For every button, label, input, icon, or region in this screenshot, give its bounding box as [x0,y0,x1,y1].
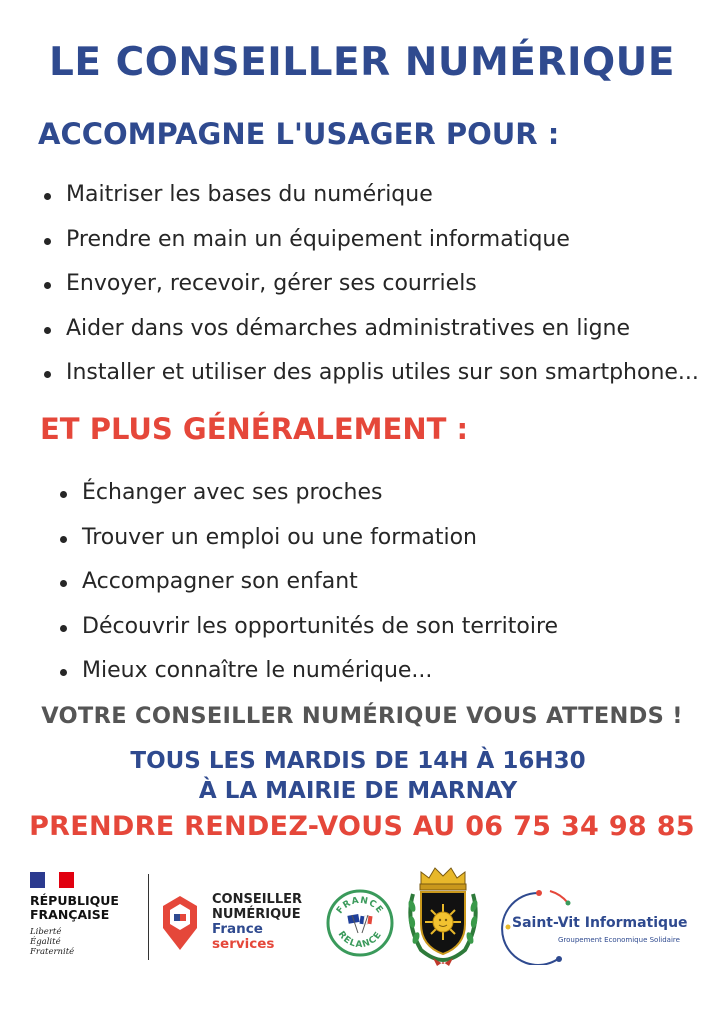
list-item: Découvrir les opportunités de son territoire [56,612,558,657]
page-subtitle: ACCOMPAGNE L'USAGER POUR : [38,117,560,151]
rf-motto-2: Égalité [30,937,61,947]
list-item: Envoyer, recevoir, gérer ses courriels [40,269,699,314]
list-item: Mieux connaître le numérique... [56,656,558,701]
cn-line3: France [212,921,263,937]
coat-of-arms-icon [403,864,483,968]
republique-francaise-logo [30,872,145,967]
schedule-place: À LA MAIRIE DE MARNAY [198,778,518,804]
cn-line2: NUMÉRIQUE [212,907,301,922]
list-item: Échanger avec ses proches [56,478,558,523]
schedule [0,746,716,806]
relance-bottom-text: RELANCE [335,929,385,951]
relance-top-text: FRANCE [335,895,385,916]
section-heading: ET PLUS GÉNÉRALEMENT : [40,412,469,446]
cn-line4: services [212,936,275,952]
svi-tagline: Groupement Economique Solidaire [558,936,680,944]
cn-text [212,892,302,952]
svi-name: Saint-Vit Informatique [512,915,688,931]
skills-list [40,180,699,403]
page-title: LE CONSEILLER NUMÉRIQUE [49,40,675,85]
general-list [56,478,558,701]
rf-motto [30,927,145,957]
conseiller-numerique-logo [160,890,320,970]
saint-vit-informatique-logo [498,885,688,965]
list-item: Prendre en main un équipement informatique [40,225,699,270]
schedule-time: TOUS LES MARDIS DE 14H À 16H30 [130,748,586,774]
appointment-phone: PRENDRE RENDEZ-VOUS AU 06 75 34 98 85 [29,811,695,842]
rf-motto-3: Fraternité [30,947,75,957]
logo-divider [148,874,149,960]
rf-line1: RÉPUBLIQUE [30,893,119,908]
list-item: Accompagner son enfant [56,567,558,612]
list-item: Maitriser les bases du numérique [40,180,699,225]
french-flag-icon [30,872,74,888]
list-item: Aider dans vos démarches administratives en ligne [40,314,699,359]
waiting-banner: VOTRE CONSEILLER NUMÉRIQUE VOUS ATTENDS ! [41,703,683,729]
location-pin-icon [160,894,200,952]
france-relance-logo [326,889,394,957]
rf-motto-1: Liberté [30,927,62,937]
cn-line1: CONSEILLER [212,892,303,907]
rf-line2: FRANÇAISE [30,907,110,922]
list-item: Trouver un emploi ou une formation [56,523,558,568]
list-item: Installer et utiliser des applis utiles sur son smartphone... [40,358,699,403]
